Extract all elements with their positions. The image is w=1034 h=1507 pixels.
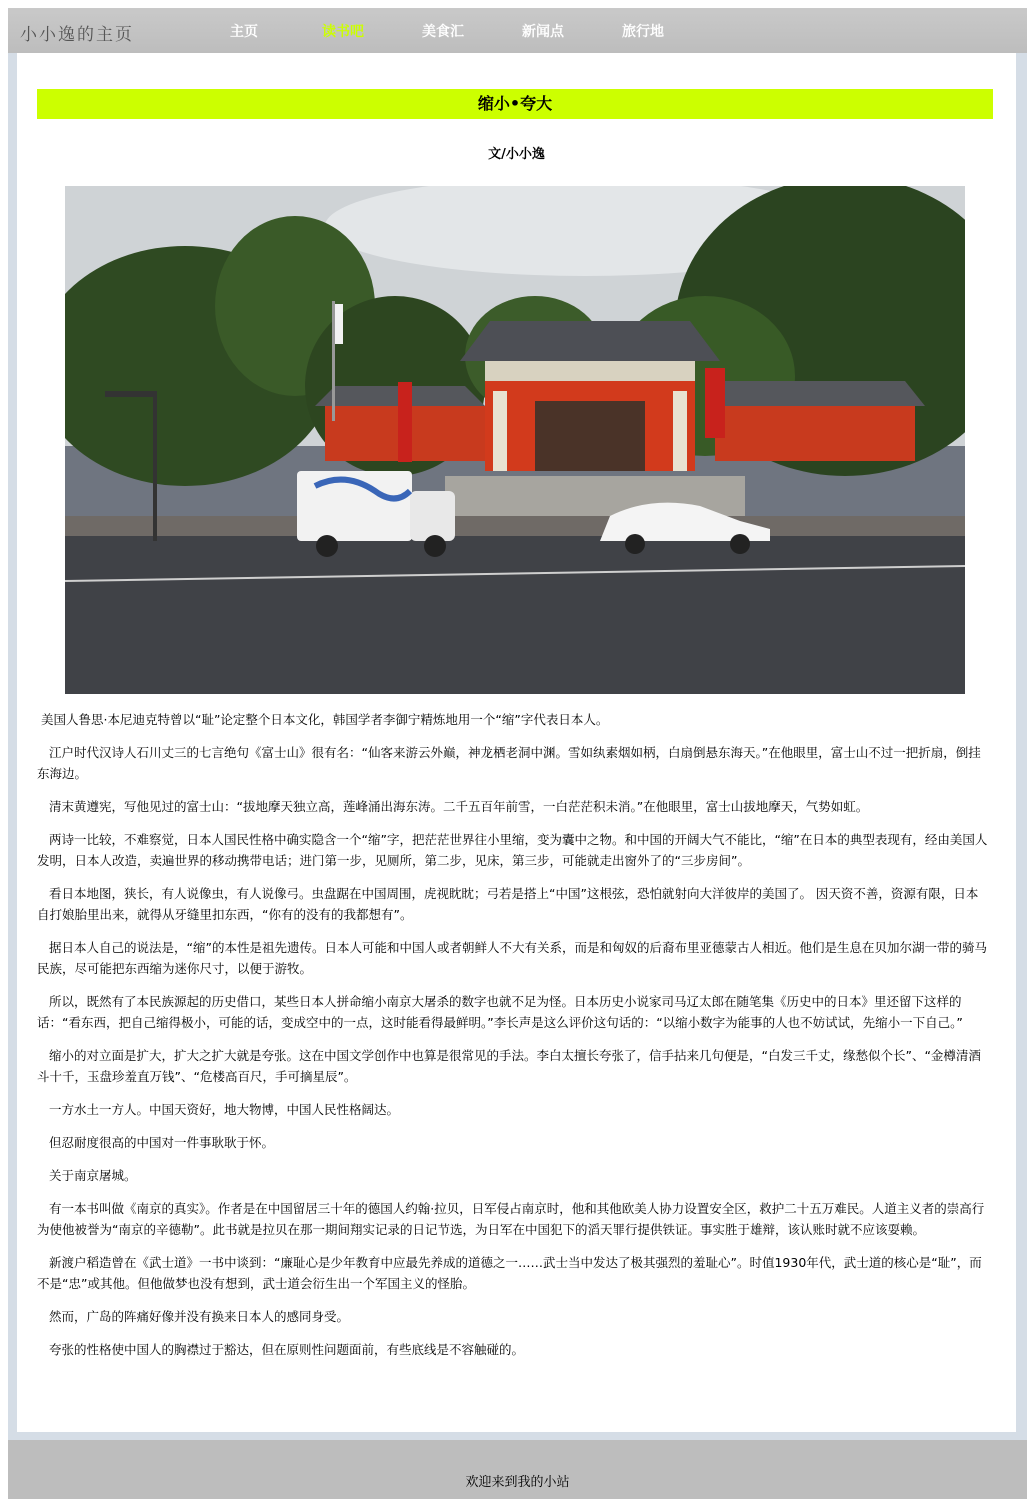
article-photo (65, 186, 965, 694)
article-paragraph: 江户时代汉诗人石川丈三的七言绝句《富士山》很有名：“仙客来游云外巅，神龙栖老洞中渊。雪如纨素烟如柄，白扇倒悬东海天。”在他眼里，富士山不过一把折扇，倒挂东海边。 (37, 745, 981, 781)
article-paragraph: 但忍耐度很高的中国对一件事耿耿于怀。 (49, 1135, 275, 1150)
article-paragraph: 清末黄遵宪，写他见过的富士山：“拔地摩天独立高，莲峰涌出海东涛。二千五百年前雪，一白茫茫积未消。”在他眼里，富士山拔地摩天，气势如虹。 (49, 799, 869, 814)
nav-item-reading[interactable]: 读书吧 (322, 24, 364, 40)
article-paragraph: 关于南京屠城。 (49, 1168, 137, 1183)
photo-kyoto-yasaka-shrine-gate-icon (65, 186, 965, 694)
site-footer (8, 1440, 1027, 1499)
site-brand[interactable]: 小小逸的主页 (20, 25, 134, 45)
top-navigation-bar (8, 8, 1027, 53)
article-title: 缩小•夸大 (37, 89, 993, 119)
article-paragraph: 据日本人自己的说法是，“缩”的本性是祖先遗传。日本人可能和中国人或者朝鲜人不大有关系，而是和匈奴的后裔布里亚德蒙古人相近。他们是生息在贝加尔湖一带的骑马民族，尽可能把东西缩为迷你尺寸，以便于游牧。 (37, 940, 987, 976)
article-paragraph: 夸张的性格使中国人的胸襟过于豁达，但在原则性问题面前，有些底线是不容触碰的。 (49, 1342, 525, 1357)
nav-item-news[interactable]: 新闻点 (522, 24, 564, 40)
article-paragraph: 美国人鲁思·本尼迪克特曾以“耻”论定整个日本文化，韩国学者李御宁精炼地用一个“缩”字代表日本人。 (41, 712, 609, 727)
article-paragraph: 新渡户稻造曾在《武士道》一书中谈到：“廉耻心是少年教育中应最先养成的道德之一……武士当中发达了极其强烈的羞耻心”。时值1930年代，武士道的核心是“耻”，而不是“忠”或其他。但他做梦也没有想到，武士道会衍生出一个军国主义的怪胎。 (37, 1255, 982, 1291)
footer-text: 欢迎来到我的小站 (465, 1475, 570, 1490)
article-paragraph: 两诗一比较，不难察觉，日本人国民性格中确实隐含一个“缩”字，把茫茫世界往小里缩，变为囊中之物。和中国的开阔大气不能比，“缩”在日本的典型表现有，经由美国人发明，日本人改造，卖遍世界的移动携带电话；进门第一步，见厕所，第二步，见床，第三步，可能就走出窗外了的“三步房间”。 (37, 832, 988, 868)
article-body (37, 709, 990, 1372)
main-content (17, 53, 1016, 1432)
article-paragraph: 一方水土一方人。中国天资好，地大物博，中国人民性格阔达。 (49, 1102, 400, 1117)
article-paragraph: 所以，既然有了本民族源起的历史借口，某些日本人拼命缩小南京大屠杀的数字也就不足为怪。日本历史小说家司马辽太郎在随笔集《历史中的日本》里还留下这样的话：“看东西，把自己缩得极小，可能的话，变成空中的一点，这时能看得最鲜明。”李长声是这么评价这句话的：“以缩小数字为能事的人也不妨试试，先缩小一下自己。” (37, 994, 963, 1030)
nav-item-food[interactable]: 美食汇 (422, 24, 464, 40)
nav-item-home[interactable]: 主页 (230, 24, 258, 40)
article-paragraph: 缩小的对立面是扩大，扩大之扩大就是夸张。这在中国文学创作中也算是很常见的手法。李白太擅长夸张了，信手拈来几句便是，“白发三千丈，缘愁似个长”、“金樽清酒斗十千，玉盘珍羞直万钱”、“危楼高百尺，手可摘星辰”。 (37, 1048, 981, 1084)
article-paragraph: 看日本地图，狭长，有人说像虫，有人说像弓。虫盘踞在中国周围，虎视眈眈；弓若是搭上“中国”这根弦，恐怕就射向大洋彼岸的美国了。 因天资不善，资源有限，日本自打娘胎里出来，就得从牙缝里扣东西，“你有的没有的我都想有”。 (37, 886, 979, 922)
article-paragraph: 有一本书叫做《南京的真实》。作者是在中国留居三十年的德国人约翰·拉贝，日军侵占南京时，他和其他欧美人协力设置安全区，救护二十五万难民。人道主义者的崇高行为使他被誉为“南京的辛德勒”。此书就是拉贝在那一期间翔实记录的日记节选，为日军在中国犯下的滔天罪行提供铁证。事实胜于雄辩，该认账时就不应该耍赖。 (37, 1201, 985, 1237)
nav-item-travel[interactable]: 旅行地 (622, 24, 664, 40)
article-byline: 文/小小逸 (488, 147, 545, 162)
article-paragraph: 然而，广岛的阵痛好像并没有换来日本人的感同身受。 (49, 1309, 350, 1324)
